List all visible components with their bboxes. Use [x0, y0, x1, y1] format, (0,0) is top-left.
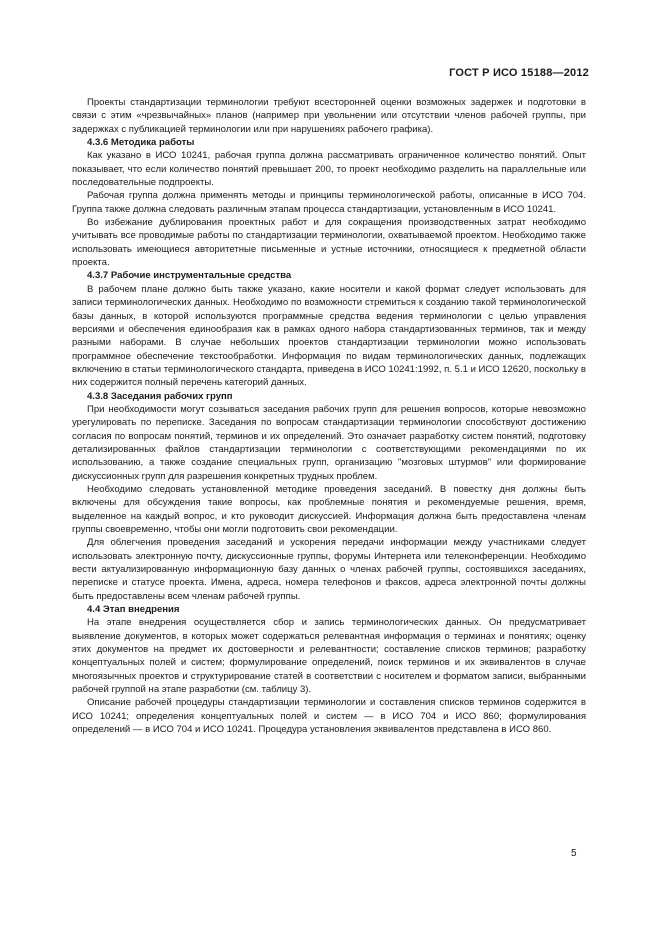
- section-heading-4-3-6: 4.3.6 Методика работы: [87, 137, 195, 149]
- section-heading-4-3-8: 4.3.8 Заседания рабочих групп: [87, 390, 233, 402]
- paragraph-avoid-duplication: Во избежание дублирования проектных работ и для сокращения производственных затрат необходимо учитывать все проводимые работы по стандартизации терминологии, охватываемой проектом. Необходимо также использовать имеющиеся авторитетные письменные и устные источники, относящиеся к предметной области проекта.: [72, 217, 586, 269]
- paragraph-concept-count: Как указано в ИСО 10241, рабочая группа должна рассматривать ограниченное количество понятий. Опыт показывает, что если количество понятий превышает 200, то проект необходимо разделить на параллельные или последовательные подпроекты.: [72, 150, 586, 189]
- document-header: ГОСТ Р ИСО 15188—2012: [449, 67, 589, 79]
- section-heading-4-3-7: 4.3.7 Рабочие инструментальные средства: [87, 270, 292, 282]
- section-heading-4-4: 4.4 Этап внедрения: [87, 604, 180, 616]
- paragraph-communication: Для облегчения проведения заседаний и ускорения передачи информации между участниками следует использовать электронную почту, дискуссионные группы, форумы Интернета или телеконференции. Необходимо вести актуализированную информационную базу данных о членах рабочей группы, состоявшихся заседаниях, переписке и статусе проекта. Имена, адреса, номера телефонов и факсов, адреса электронной почты должны быть предоставлены всем членам рабочей группы.: [72, 537, 586, 602]
- paragraph-tools: В рабочем плане должно быть также указано, какие носители и какой формат следует использовать для записи терминологических данных. Необходимо по возможности стремиться к созданию такой терминологической базы данных, в которой используются программные средства ведения терминологии с целью управления версиями и обеспечения единообразия как в рамках одного набора стандартизованных терминов, так и между разными наборами. В случае небольших проектов стандартизации терминологии можно использовать программное обеспечение текстообработки. Информация по видам терминологических данных, подлежащих включению в статьи терминологического стандарта, приведена в ИСО 10241:1992, п. 5.1 и ИСО 12620, поскольку в них содержится полный перечень категорий данных.: [72, 283, 586, 389]
- document-body: [72, 96, 586, 737]
- paragraph-methods-principles: Рабочая группа должна применять методы и принципы терминологической работы, описанные в ИСО 704. Группа также должна следовать различным этапам процесса стандартизации, установленным в ИСО 10241.: [72, 190, 586, 215]
- page-number: 5: [571, 848, 577, 859]
- paragraph-contingency-plans: Проекты стандартизации терминологии требуют всесторонней оценки возможных задержек и подготовки в связи с этим «чрезвычайных» планов (например при увольнении или отсутствии членов рабочей группы, при задержках с публикацией терминологии или при нарушениях рабочего графика).: [72, 97, 586, 135]
- paragraph-procedure-references: Описание рабочей процедуры стандартизации терминологии и составления списков терминов содержится в ИСО 10241; определения концептуальных полей и систем — в ИСО 704 и ИСО 860; формулирования определений — в ИСО 704 и ИСО 10241. Процедура установления эквивалентов представлена в ИСО 860.: [72, 697, 586, 736]
- paragraph-implementation: На этапе внедрения осуществляется сбор и запись терминологических данных. Он предусматривает выявление документов, в которых может содержаться релевантная информация о терминах и понятиях; оценку этих документов на предмет их достоверности и релевантности; составление списков терминов; разработку концептуальных полей и систем; формулирование определений, поиск терминов и их эквивалентов в случае многоязычных проектов и структурирование статей в соответствии с носителем и форматом записи, выбранными рабочей группой на этапе разработки (см. таблицу 3).: [72, 617, 586, 696]
- paragraph-meeting-method: Необходимо следовать установленной методике проведения заседаний. В повестку дня должны быть включены для обсуждения такие вопросы, как проблемные понятия и рекомендуемые решения, время, выделенное на каждый вопрос, и кто руководит дискуссией. Информация должна быть предоставлена членам группы своевременно, чтобы они могли подготовить свои рекомендации.: [72, 483, 586, 535]
- paragraph-meetings-purpose: При необходимости могут созываться заседания рабочих групп для решения вопросов, которые невозможно урегулировать по переписке. Заседания по вопросам стандартизации терминологии способствуют достижению согласия по вопросам понятий, терминов и их определений. Это означает разработку систем понятий, подготовку детализированных файлов стандартизации терминологии с соответствующими рекомендациями по их использованию, а также создание специальных групп, организацию "мозговых штурмов" или формирование дискуссионных групп для разрешения конкретных трудных проблем.: [72, 403, 586, 482]
